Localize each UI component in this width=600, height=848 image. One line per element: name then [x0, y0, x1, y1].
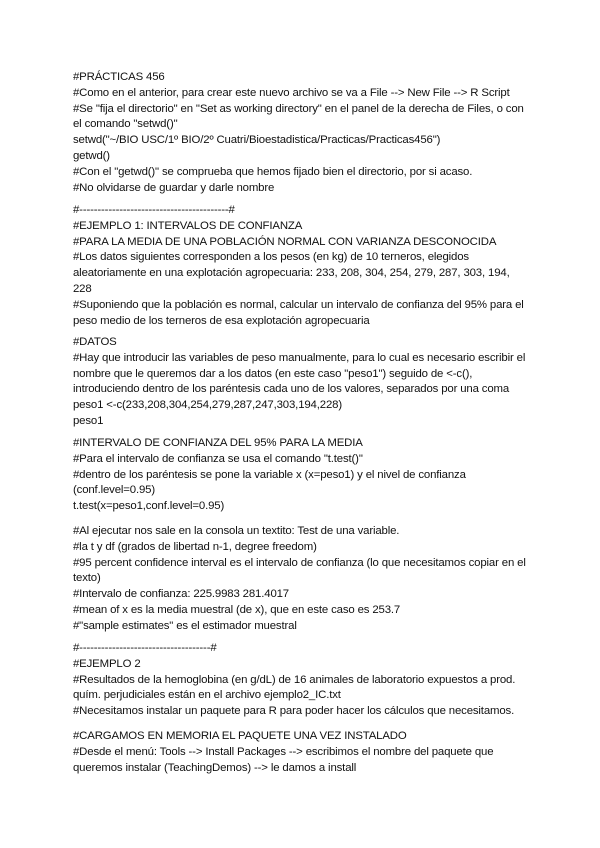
text-line: #Resultados de la hemoglobina (en g/dL) de 16 animales de laboratorio expuestos a prod. — [73, 673, 516, 686]
heading-line: #EJEMPLO 2 — [73, 657, 141, 670]
text-line: #"sample estimates" es el estimador muestral — [73, 619, 297, 632]
text-line: #la t y df (grados de libertad n-1, degree freedom) — [73, 540, 317, 553]
text-line: #Hay que introducir las variables de peso manualmente, para lo cual es necesario escribir el — [73, 351, 526, 364]
code-line: t.test(x=peso1,conf.level=0.95) — [73, 500, 225, 513]
text-line: #Suponiendo que la población es normal, calcular un intervalo de confianza del 95% para el — [73, 298, 524, 311]
text-line: #Para el intervalo de confianza se usa el comando "t.test()" — [73, 452, 363, 465]
heading-line: #EJEMPLO 1: INTERVALOS DE CONFIANZA — [73, 219, 303, 232]
text-line: quím. perjudiciales están en el archivo ejemplo2_IC.txt — [73, 689, 341, 702]
intro-block — [73, 70, 533, 196]
heading-line: #DATOS — [73, 336, 117, 348]
ejemplo1-block — [73, 203, 533, 329]
text-line: peso medio de los terneros de esa explotación agropecuaria — [73, 314, 370, 327]
text-line: #Se "fija el directorio" en "Set as working directory" en el panel de la derecha de Files, o con — [73, 102, 524, 115]
heading-line: #INTERVALO DE CONFIANZA DEL 95% PARA LA MEDIA — [73, 437, 363, 449]
text-line: 228 — [73, 282, 92, 295]
text-line: #95 percent confidence interval es el intervalo de confianza (lo que necesitamos copiar en el — [73, 556, 526, 569]
code-line: getwd() — [73, 149, 110, 162]
separator-line: #------------------------------------# — [73, 642, 217, 654]
text-line: introduciendo dentro de los paréntesis cada uno de los valores, separados por una coma — [73, 383, 510, 396]
text-line: #dentro de los paréntesis se pone la variable x (x=peso1) y el nivel de confianza — [73, 468, 466, 481]
text-line: #Al ejecutar nos sale en la consola un textito: Test de una variable. — [73, 525, 400, 537]
text-line: texto) — [73, 572, 101, 585]
text-line: #Como en el anterior, para crear este nuevo archivo se va a File --> New File --> R Script — [73, 86, 510, 99]
resultado-block — [73, 524, 533, 635]
heading-line: #CARGAMOS EN MEMORIA EL PAQUETE UNA VEZ INSTALADO — [73, 730, 407, 742]
text-line: aleatoriamente en una explotación agropecuaria: 233, 208, 304, 254, 279, 287, 303, 194, — [73, 267, 510, 280]
text-line: #Intervalo de confianza: 225.9983 281.4017 — [73, 588, 289, 601]
text-line: (conf.level=0.95) — [73, 484, 155, 497]
text-line: #No olvidarse de guardar y darle nombre — [73, 181, 275, 194]
ejemplo2-block — [73, 641, 533, 720]
text-line: #Con el "getwd()" se comprueba que hemos fijado bien el directorio, por si acaso. — [73, 165, 473, 178]
intervalo-block — [73, 436, 533, 515]
datos-block — [73, 335, 533, 430]
text-line: nombre que le queremos dar a los datos (en este caso "peso1") seguido de <-c(), — [73, 367, 473, 380]
separator-line: #-----------------------------------------# — [73, 204, 235, 216]
text-line: el comando "setwd()" — [73, 118, 178, 131]
text-line: #Los datos siguientes corresponden a los pesos (en kg) de 10 terneros, elegidos — [73, 251, 469, 264]
text-line: #Desde el menú: Tools --> Install Packages --> escribimos el nombre del paquete que — [73, 745, 494, 758]
code-line: peso1 <-c(233,208,304,254,279,287,247,303,194,228) — [73, 399, 342, 412]
heading-line: #PARA LA MEDIA DE UNA POBLACIÓN NORMAL CON VARIANZA DESCONOCIDA — [73, 235, 497, 248]
code-line: setwd("~/BIO USC/1º BIO/2º Cuatri/Bioestadistica/Practicas/Practicas456") — [73, 134, 441, 147]
cargamos-block — [73, 729, 533, 776]
text-line: #mean of x es la media muestral (de x), que en este caso es 253.7 — [73, 603, 401, 616]
text-line: #Necesitamos instalar un paquete para R para poder hacer los cálculos que necesitamos. — [73, 705, 515, 718]
text-line: queremos instalar (TeachingDemos) --> le damos a install — [73, 761, 357, 774]
heading-line: #PRÁCTICAS 456 — [73, 71, 165, 83]
code-line: peso1 — [73, 414, 104, 427]
